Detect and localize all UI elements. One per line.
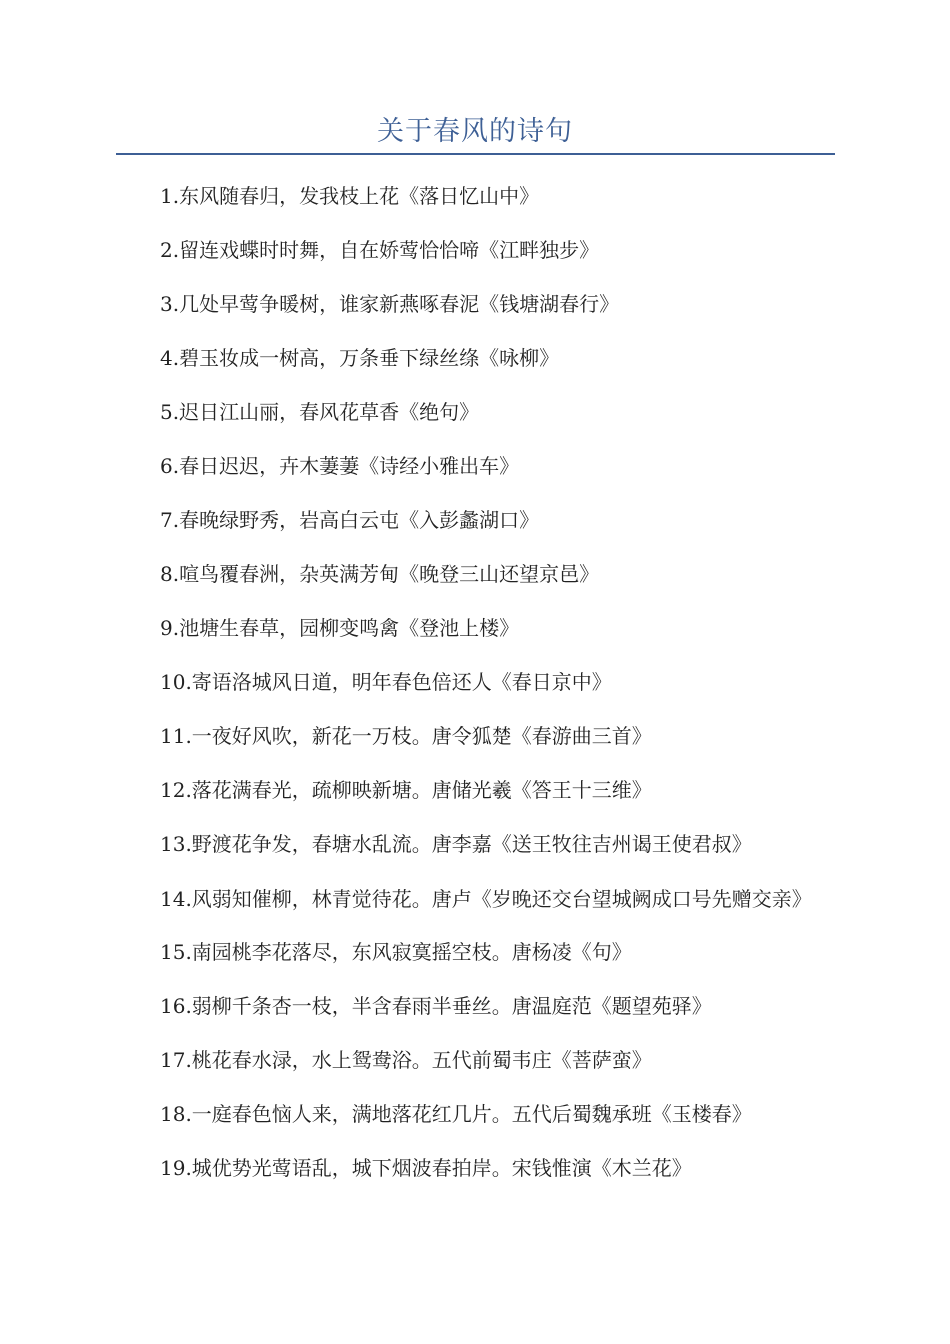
poem-line: 9.池塘生春草，园柳变鸣禽《登池上楼》 [160,616,520,640]
poem-line: 2.留连戏蝶时时舞，自在娇莺恰恰啼《江畔独步》 [160,238,600,262]
page-title: 关于春风的诗句 [377,116,573,147]
poem-line: 6.春日迟迟，卉木萋萋《诗经小雅出车》 [160,454,520,478]
poem-line: 13.野渡花争发，春塘水乱流。唐李嘉《送王牧往吉州谒王使君叔》 [160,832,752,856]
poem-line: 11.一夜好风吹，新花一万枝。唐令狐楚《春游曲三首》 [160,724,652,748]
poem-line: 12.落花满春光，疏柳映新塘。唐储光羲《答王十三维》 [160,778,652,802]
poem-line: 15.南园桃李花落尽，东风寂寞摇空枝。唐杨凌《句》 [160,940,632,964]
poem-line-list [116,176,834,1202]
poem-line: 19.城优势光莺语乱，城下烟波春拍岸。宋钱惟演《木兰花》 [160,1156,692,1180]
poem-line: 16.弱柳千条杏一枝，半含春雨半垂丝。唐温庭范《题望苑驿》 [160,994,712,1018]
poem-line: 10.寄语洛城风日道，明年春色倍还人《春日京中》 [160,670,612,694]
poem-line: 5.迟日江山丽，春风花草香《绝句》 [160,400,480,424]
poem-line: 1.东风随春归，发我枝上花《落日忆山中》 [160,184,540,208]
title-underline [116,153,835,155]
poem-line: 14.风弱知催柳，林青觉待花。唐卢《岁晚还交台望城阙成口号先赠交亲》 [160,887,812,911]
poem-line: 4.碧玉妆成一树高，万条垂下绿丝绦《咏柳》 [160,346,560,370]
poem-line: 17.桃花春水渌，水上鸳鸯浴。五代前蜀韦庄《菩萨蛮》 [160,1048,652,1072]
poem-line: 3.几处早莺争暖树，谁家新燕啄春泥《钱塘湖春行》 [160,292,620,316]
poem-line: 18.一庭春色恼人来，满地落花红几片。五代后蜀魏承班《玉楼春》 [160,1102,752,1126]
poem-line: 7.春晚绿野秀，岩高白云屯《入彭蠡湖口》 [160,508,540,532]
poem-line: 8.喧鸟覆春洲，杂英满芳甸《晚登三山还望京邑》 [160,562,600,586]
